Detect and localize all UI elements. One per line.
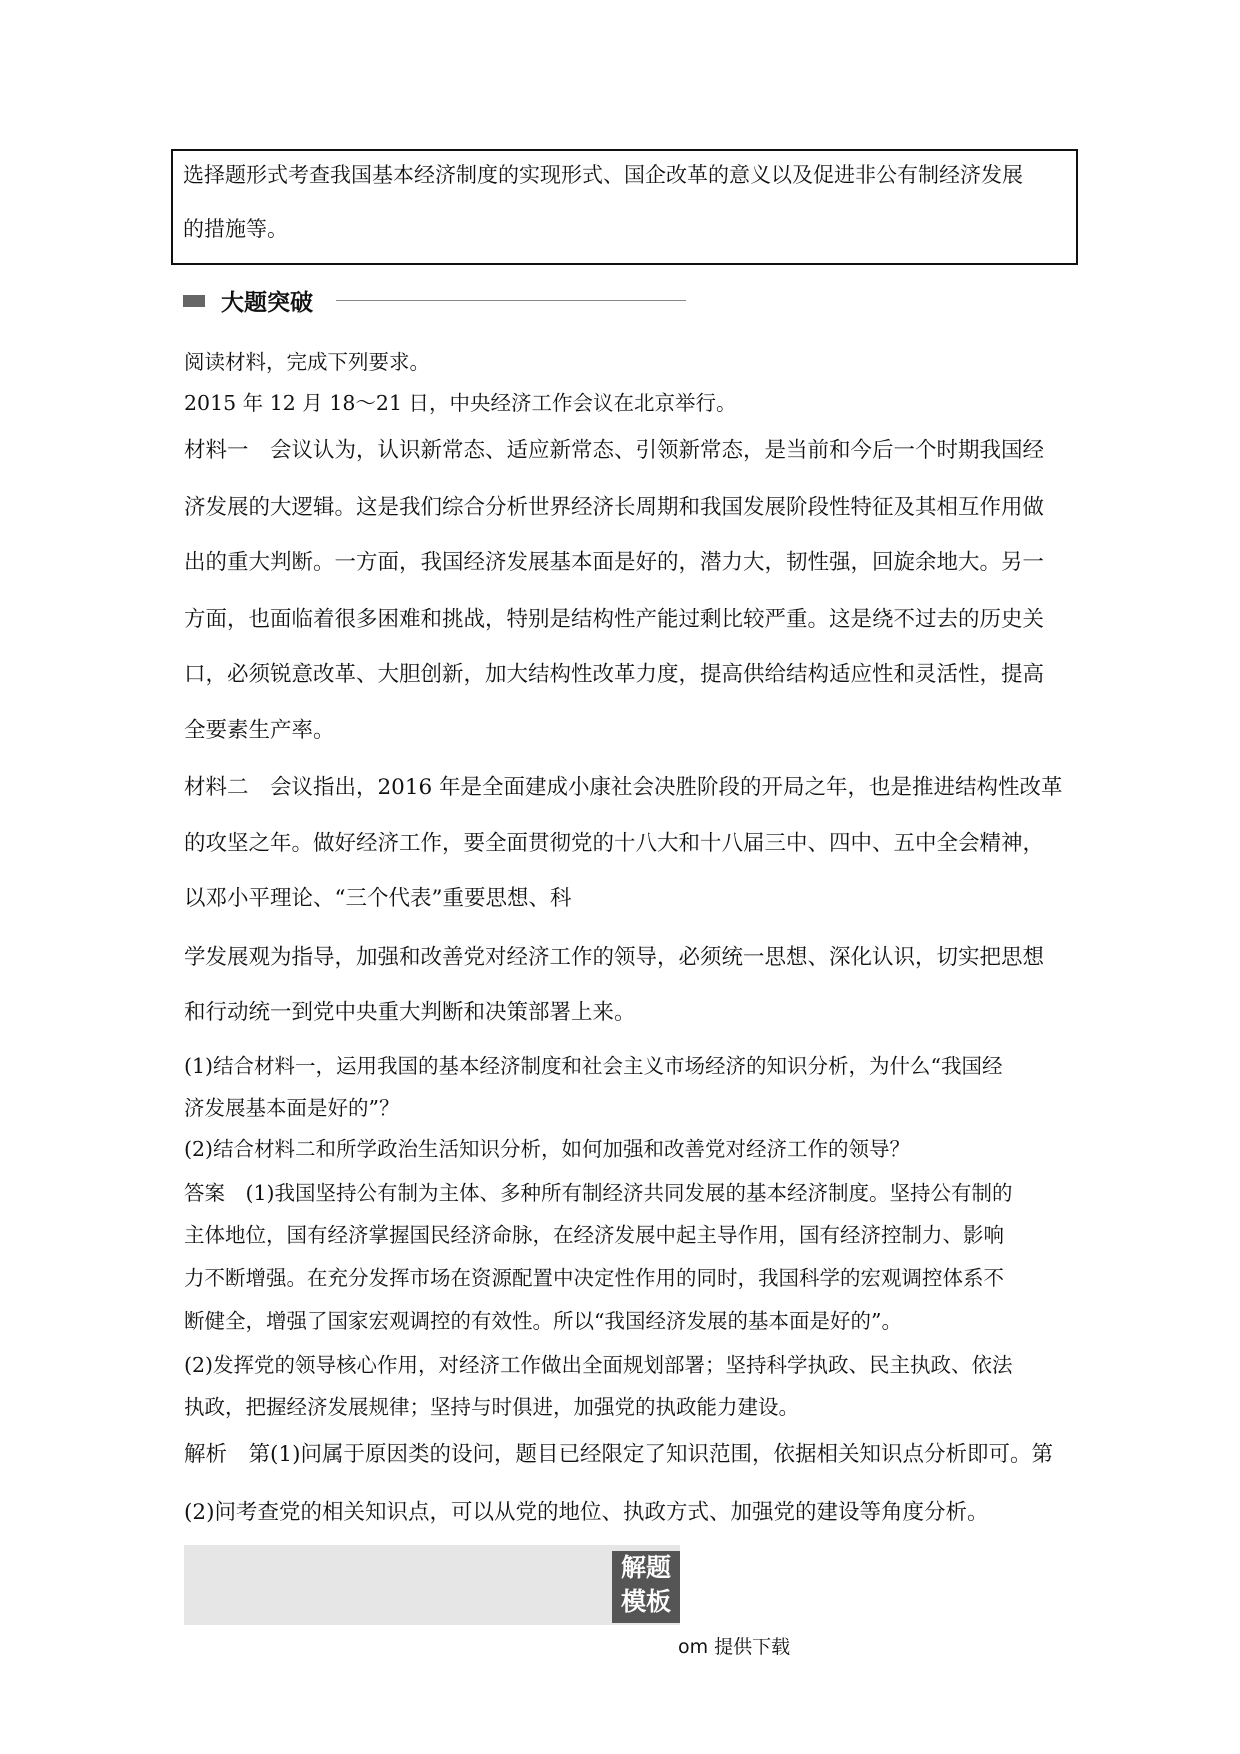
summary-box (171, 149, 1078, 265)
material-one-line: 口，必须锐意改革、大胆创新，加大结构性改革力度，提高供给结构适应性和灵活性，提高 (184, 662, 1045, 687)
question-line: 济发展基本面是好的”？ (184, 1096, 400, 1120)
answer-line: 断健全，增强了国家宏观调控的有效性。所以“我国经济发展的基本面是好的”。 (184, 1309, 902, 1333)
material-one-line: 方面，也面临着很多困难和挑战，特别是结构性产能过剩比较严重。这是绕不过去的历史关 (184, 607, 1045, 632)
footer-text: om 提供下载 (678, 1636, 791, 1658)
material-two-line: 的攻坚之年。做好经济工作，要全面贯彻党的十八大和十八届三中、四中、五中全会精神， (184, 831, 1045, 856)
material-one-line: 济发展的大逻辑。这是我们综合分析世界经济长周期和我国发展阶段性特征及其相互作用做 (184, 495, 1045, 520)
summary-line-1: 选择题形式考查我国基本经济制度的实现形式、国企改革的意义以及促进非公有制经济发展 (183, 163, 1023, 187)
answer-line: 主体地位，国有经济掌握国民经济命脉，在经济发展中起主导作用，国有经济控制力、影响 (184, 1223, 1004, 1247)
analysis-line: 解析 第(1)问属于原因类的设问，题目已经限定了知识范围，依据相关知识点分析即可。第 (184, 1442, 1053, 1467)
template-badge-line-1: 解题 (620, 1553, 671, 1582)
material-two-line: 以邓小平理论、“三个代表”重要思想、科 (184, 886, 572, 911)
question-line: (2)结合材料二和所学政治生活知识分析，如何加强和改善党对经济工作的领导？ (184, 1137, 911, 1161)
material-one-line: 全要素生产率。 (184, 718, 335, 743)
material-one-line: 材料一 会议认为，认识新常态、适应新常态、引领新常态，是当前和今后一个时期我国经 (184, 438, 1045, 463)
summary-line-2: 的措施等。 (183, 217, 288, 241)
analysis-line: (2)问考查党的相关知识点，可以从党的地位、执政方式、加强党的建设等角度分析。 (184, 1500, 989, 1525)
material-two-line: 和行动统一到党中央重大判断和决策部署上来。 (184, 1000, 636, 1025)
answer-line: 执政，把握经济发展规律；坚持与时俱进，加强党的执政能力建设。 (184, 1395, 799, 1419)
material-two-line: 学发展观为指导，加强和改善党对经济工作的领导，必须统一思想、深化认识，切实把思想 (184, 945, 1045, 970)
answer-line: 答案 (1)我国坚持公有制为主体、多种所有制经济共同发展的基本经济制度。坚持公有制的 (184, 1181, 1013, 1205)
answer-line: 力不断增强。在充分发挥市场在资源配置中决定性作用的同时，我国科学的宏观调控体系不 (184, 1266, 1004, 1290)
answer-line: (2)发挥党的领导核心作用，对经济工作做出全面规划部署；坚持科学执政、民主执政、依法 (184, 1353, 1013, 1377)
template-badge (612, 1551, 680, 1623)
section-rule (336, 300, 686, 301)
date-line: 2015 年 12 月 18～21 日，中央经济工作会议在北京举行。 (184, 391, 737, 415)
material-two-line: 材料二 会议指出，2016 年是全面建成小康社会决胜阶段的开局之年，也是推进结构性改革 (184, 775, 1063, 800)
question-line: (1)结合材料一，运用我国的基本经济制度和社会主义市场经济的知识分析，为什么“我国经 (184, 1054, 1003, 1078)
section-title: 大题突破 (221, 290, 313, 316)
template-banner (184, 1545, 680, 1625)
material-one-line: 出的重大判断。一方面，我国经济发展基本面是好的，潜力大，韧性强，回旋余地大。另一 (184, 550, 1045, 575)
instruction-line: 阅读材料，完成下列要求。 (184, 350, 430, 374)
section-marker-icon (183, 295, 205, 307)
template-badge-line-2: 模板 (620, 1587, 671, 1616)
